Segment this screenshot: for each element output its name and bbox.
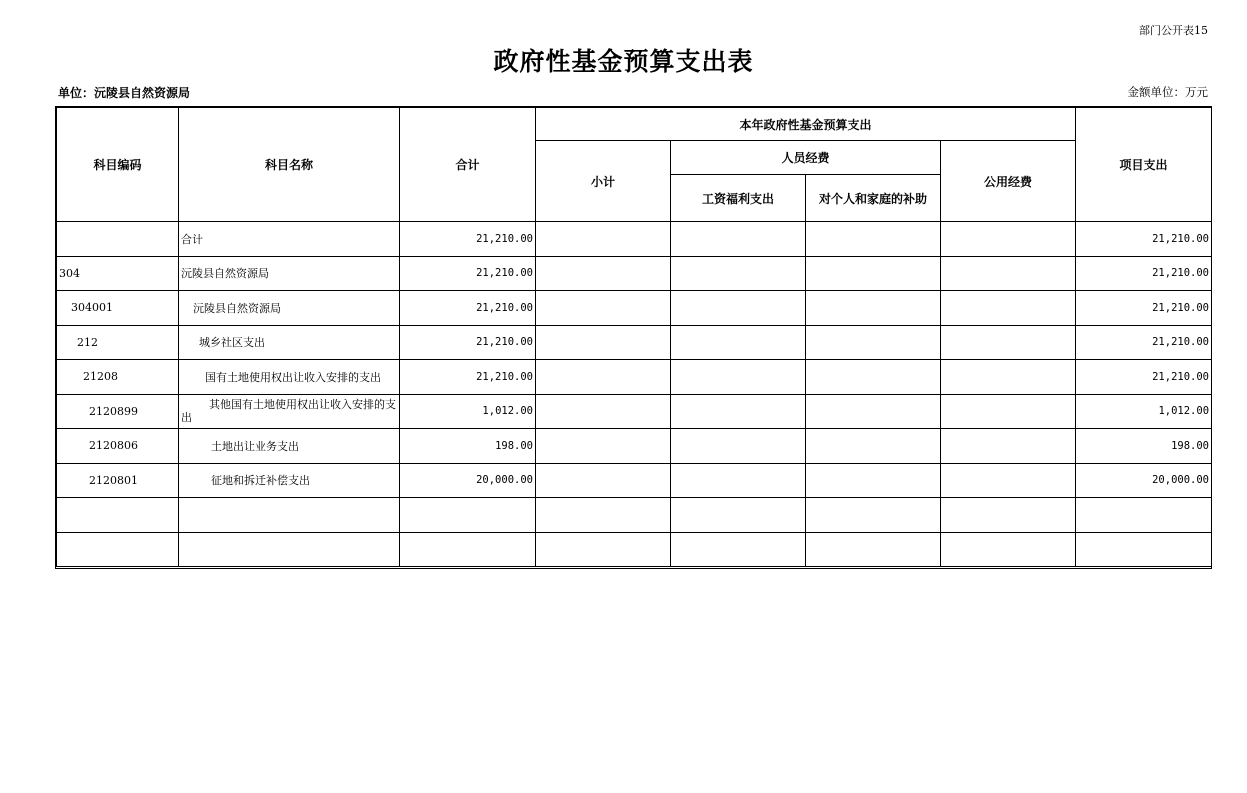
row-name: 征地和拆迁补偿支出 bbox=[179, 463, 400, 498]
row-subtotal bbox=[536, 394, 671, 429]
row-subtotal bbox=[536, 463, 671, 498]
col-header-code: 科目编码 bbox=[57, 108, 179, 222]
col-header-personnel: 人员经费 bbox=[671, 141, 941, 175]
row-name: 沅陵县自然资源局 bbox=[179, 256, 400, 291]
unit-label: 单位：沅陵县自然资源局 bbox=[58, 86, 191, 100]
row-subsidy bbox=[806, 325, 941, 360]
row-total: 20,000.00 bbox=[400, 463, 536, 498]
table-row bbox=[57, 291, 1212, 326]
row-public bbox=[941, 532, 1076, 567]
row-wages bbox=[671, 325, 806, 360]
money-unit-label: 金额单位：万元 bbox=[1127, 85, 1208, 99]
row-total bbox=[400, 532, 536, 567]
table-row bbox=[57, 463, 1212, 498]
row-total: 1,012.00 bbox=[400, 394, 536, 429]
row-total: 21,210.00 bbox=[400, 291, 536, 326]
row-project bbox=[1076, 498, 1212, 533]
row-subsidy bbox=[806, 360, 941, 395]
row-wages bbox=[671, 291, 806, 326]
row-code: 304 bbox=[57, 256, 179, 291]
row-code bbox=[57, 532, 179, 567]
table-row bbox=[57, 256, 1212, 291]
row-code: 2120899 bbox=[57, 394, 179, 429]
row-name: 合计 bbox=[179, 222, 400, 257]
row-public bbox=[941, 394, 1076, 429]
col-header-subsidy: 对个人和家庭的补助 bbox=[806, 175, 941, 222]
row-subsidy bbox=[806, 222, 941, 257]
row-subtotal bbox=[536, 429, 671, 464]
row-code: 304001 bbox=[57, 291, 179, 326]
table-row bbox=[57, 360, 1212, 395]
row-public bbox=[941, 291, 1076, 326]
row-code: 2120806 bbox=[57, 429, 179, 464]
table-row bbox=[57, 394, 1212, 429]
row-name: 沅陵县自然资源局 bbox=[179, 291, 400, 326]
row-wages bbox=[671, 532, 806, 567]
row-total: 21,210.00 bbox=[400, 256, 536, 291]
row-subsidy bbox=[806, 291, 941, 326]
row-public bbox=[941, 429, 1076, 464]
page-title: 政府性基金预算支出表 bbox=[493, 47, 754, 76]
row-subsidy bbox=[806, 256, 941, 291]
col-header-public: 公用经费 bbox=[941, 141, 1076, 222]
row-total: 21,210.00 bbox=[400, 360, 536, 395]
row-subtotal bbox=[536, 256, 671, 291]
col-header-subtotal: 小计 bbox=[536, 141, 671, 222]
row-code bbox=[57, 222, 179, 257]
row-wages bbox=[671, 429, 806, 464]
row-project bbox=[1076, 532, 1212, 567]
row-wages bbox=[671, 463, 806, 498]
row-total: 21,210.00 bbox=[400, 325, 536, 360]
row-name: 其他国有土地使用权出让收入安排的支出 bbox=[179, 394, 400, 429]
row-subtotal bbox=[536, 291, 671, 326]
row-project: 21,210.00 bbox=[1076, 325, 1212, 360]
row-wages bbox=[671, 498, 806, 533]
row-project: 21,210.00 bbox=[1076, 291, 1212, 326]
row-total: 21,210.00 bbox=[400, 222, 536, 257]
table-row bbox=[57, 498, 1212, 533]
row-project: 21,210.00 bbox=[1076, 222, 1212, 257]
row-subsidy bbox=[806, 463, 941, 498]
row-wages bbox=[671, 394, 806, 429]
col-header-total: 合计 bbox=[400, 108, 536, 222]
row-public bbox=[941, 360, 1076, 395]
row-subtotal bbox=[536, 498, 671, 533]
table-body bbox=[57, 222, 1212, 567]
row-code: 21208 bbox=[57, 360, 179, 395]
row-wages bbox=[671, 360, 806, 395]
row-public bbox=[941, 222, 1076, 257]
col-header-wages: 工资福利支出 bbox=[671, 175, 806, 222]
row-subsidy bbox=[806, 429, 941, 464]
row-name bbox=[179, 498, 400, 533]
row-subsidy bbox=[806, 498, 941, 533]
row-project: 198.00 bbox=[1076, 429, 1212, 464]
col-header-name: 科目名称 bbox=[179, 108, 400, 222]
row-name: 国有土地使用权出让收入安排的支出 bbox=[179, 360, 400, 395]
col-header-project: 项目支出 bbox=[1076, 108, 1212, 222]
table-number: 部门公开表15 bbox=[1139, 24, 1208, 37]
row-subsidy bbox=[806, 394, 941, 429]
row-code: 212 bbox=[57, 325, 179, 360]
row-public bbox=[941, 325, 1076, 360]
row-wages bbox=[671, 256, 806, 291]
col-header-current-year: 本年政府性基金预算支出 bbox=[536, 108, 1076, 141]
table-row bbox=[57, 429, 1212, 464]
row-project: 20,000.00 bbox=[1076, 463, 1212, 498]
row-public bbox=[941, 463, 1076, 498]
row-subtotal bbox=[536, 360, 671, 395]
table-row bbox=[57, 325, 1212, 360]
row-code bbox=[57, 498, 179, 533]
row-subsidy bbox=[806, 532, 941, 567]
row-subtotal bbox=[536, 222, 671, 257]
budget-table bbox=[56, 107, 1212, 567]
row-project: 1,012.00 bbox=[1076, 394, 1212, 429]
row-public bbox=[941, 498, 1076, 533]
row-name: 城乡社区支出 bbox=[179, 325, 400, 360]
row-name bbox=[179, 532, 400, 567]
row-project: 21,210.00 bbox=[1076, 256, 1212, 291]
row-project: 21,210.00 bbox=[1076, 360, 1212, 395]
table-row bbox=[57, 222, 1212, 257]
row-wages bbox=[671, 222, 806, 257]
row-total: 198.00 bbox=[400, 429, 536, 464]
row-total bbox=[400, 498, 536, 533]
row-subtotal bbox=[536, 532, 671, 567]
row-subtotal bbox=[536, 325, 671, 360]
row-name: 土地出让业务支出 bbox=[179, 429, 400, 464]
row-public bbox=[941, 256, 1076, 291]
table-row bbox=[57, 532, 1212, 567]
row-code: 2120801 bbox=[57, 463, 179, 498]
